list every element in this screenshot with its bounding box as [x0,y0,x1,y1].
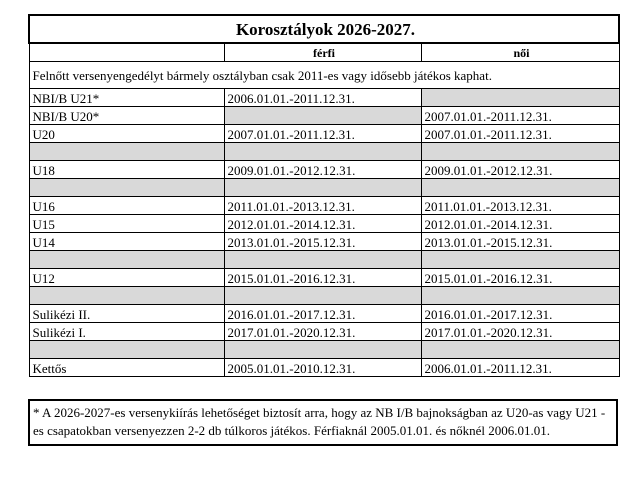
table-row [29,233,619,251]
category-label: Sulikézi II. [29,305,224,323]
female-range: 2011.01.01.-2013.12.31. [421,197,619,215]
table-row [29,107,619,125]
category-label: U20 [29,125,224,143]
female-range: 2017.01.01.-2020.12.31. [421,323,619,341]
male-range: 2009.01.01.-2012.12.31. [224,161,421,179]
header-empty [29,43,224,62]
female-range: 2015.01.01.-2016.12.31. [421,269,619,287]
male-range: 2006.01.01.-2011.12.31. [224,89,421,107]
female-range [421,89,619,107]
male-range: 2016.01.01.-2017.12.31. [224,305,421,323]
table-row [29,323,619,341]
category-label: U18 [29,161,224,179]
category-label: U14 [29,233,224,251]
male-range: 2007.01.01.-2011.12.31. [224,125,421,143]
female-range: 2012.01.01.-2014.12.31. [421,215,619,233]
female-range: 2007.01.01.-2011.12.31. [421,107,619,125]
header-female: női [421,43,619,62]
category-label: U16 [29,197,224,215]
spacer-row [29,179,619,197]
table-row [29,161,619,179]
category-label: Sulikézi I. [29,323,224,341]
category-label: U12 [29,269,224,287]
category-label: NBI/B U21* [29,89,224,107]
table-row [29,305,619,323]
table-row [29,197,619,215]
male-range: 2005.01.01.-2010.12.31. [224,359,421,377]
female-range: 2006.01.01.-2011.12.31. [421,359,619,377]
table-row [29,125,619,143]
female-range: 2013.01.01.-2015.12.31. [421,233,619,251]
spacer-row [29,341,619,359]
male-range: 2012.01.01.-2014.12.31. [224,215,421,233]
table-title: Korosztályok 2026-2027. [29,15,619,43]
female-range: 2007.01.01.-2011.12.31. [421,125,619,143]
spacer-row [29,251,619,269]
female-range: 2016.01.01.-2017.12.31. [421,305,619,323]
header-male: férfi [224,43,421,62]
male-range: 2011.01.01.-2013.12.31. [224,197,421,215]
table-row [29,215,619,233]
male-range: 2017.01.01.-2020.12.31. [224,323,421,341]
footnote: * A 2026-2027-es versenykiírás lehetőséget biztosít arra, hogy az NB I/B bajnokságban az U20-as vagy U21 -es csapatokban versenyezzen 2-2 db túlkoros játékos. Férfiaknál 2005.01.01. és nőknél 2006.01.01. [28,399,618,446]
age-groups-table [28,14,620,377]
male-range: 2015.01.01.-2016.12.31. [224,269,421,287]
male-range [224,107,421,125]
eligibility-note: Felnőtt versenyengedélyt bármely osztályban csak 2011-es vagy idősebb játékos kaphat. [29,62,619,89]
table-row [29,89,619,107]
male-range: 2013.01.01.-2015.12.31. [224,233,421,251]
category-label: U15 [29,215,224,233]
spacer-row [29,287,619,305]
category-label: Kettős [29,359,224,377]
category-label: NBI/B U20* [29,107,224,125]
spacer-row [29,143,619,161]
table-row [29,359,619,377]
table-row [29,269,619,287]
female-range: 2009.01.01.-2012.12.31. [421,161,619,179]
